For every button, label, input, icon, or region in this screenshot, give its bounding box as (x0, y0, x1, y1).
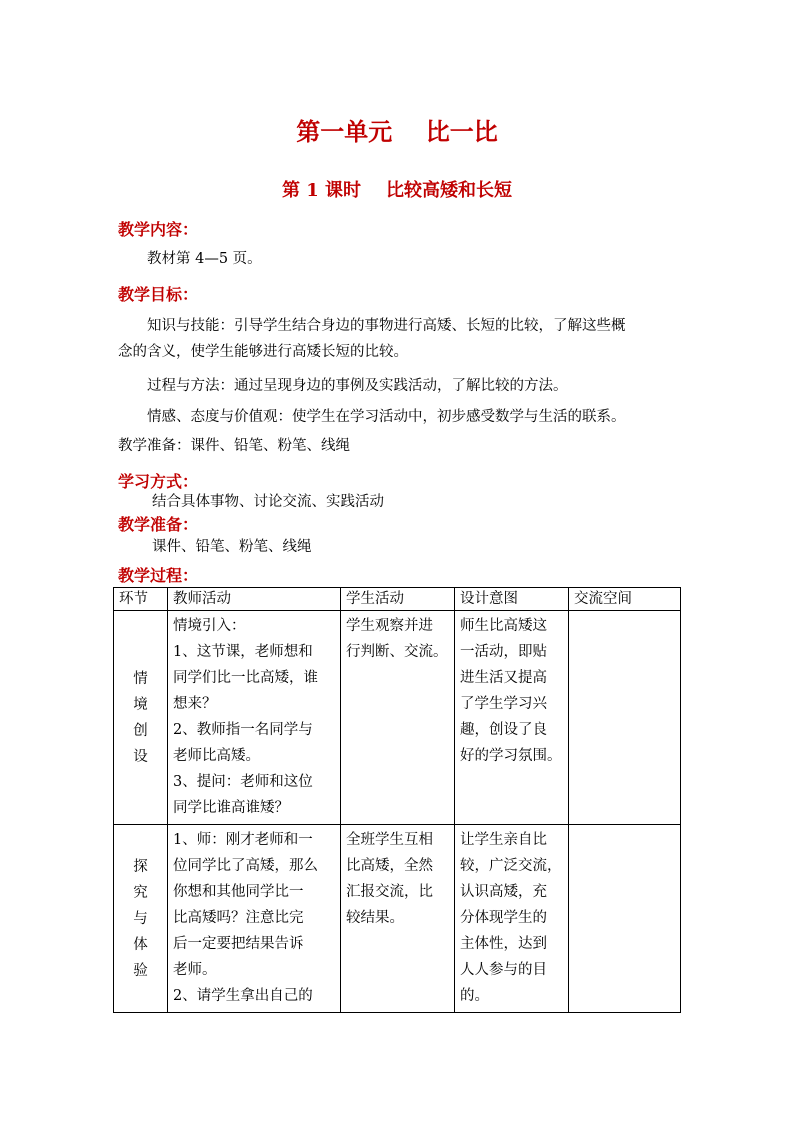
cell-line: 汇报交流，比 (346, 884, 433, 900)
method-heading: 学习方式： (118, 472, 199, 491)
header-stage: 环节 (114, 588, 168, 611)
student-activity-cell (341, 825, 455, 1013)
cell-line: 了学生学习兴 (460, 696, 547, 712)
design-intent-cell (455, 825, 569, 1013)
goal-line-3: 过程与方法：通过呈现身边的事例及实践活动，了解比较的方法。 (147, 378, 568, 394)
goal-line-1: 知识与技能：引导学生结合身边的事物进行高矮、长短的比较，了解这些概 (147, 318, 626, 334)
content-text: 教材第 4—5 页。 (147, 251, 262, 267)
cell-line: 进生活又提高 (460, 670, 547, 686)
method-text: 结合具体事物、讨论交流、实践活动 (152, 494, 384, 510)
cell-line: 趣，创设了良 (460, 722, 547, 738)
cell-line: 一活动，即贴 (460, 644, 547, 660)
lesson-process-table (113, 587, 681, 1013)
table-header-row (114, 588, 681, 611)
stage-char: 体 (133, 936, 148, 953)
cell-line: 位同学比了高矮，那么 (173, 858, 318, 874)
lesson-subtitle: 第 1 课时 比较高矮和长短 (281, 180, 513, 201)
cell-line: 人人参与的目 (460, 962, 547, 978)
cell-line: 比高矮，全然 (346, 858, 433, 874)
stage-char: 设 (133, 748, 148, 765)
stage-char: 究 (133, 884, 148, 901)
cell-line: 学生观察并进 (346, 618, 433, 634)
student-activity-cell (341, 611, 455, 825)
table-row (114, 611, 681, 825)
stage-cell (114, 611, 168, 825)
cell-line: 情境引入： (173, 618, 246, 634)
cell-line: 想来？ (173, 696, 217, 712)
prep-text: 课件、铅笔、粉笔、线绳 (152, 539, 312, 555)
stage-char: 与 (133, 910, 148, 927)
cell-line: 行判断、交流。 (346, 644, 448, 660)
cell-line: 2、教师指一名同学与 (173, 722, 313, 738)
header-exchange-space: 交流空间 (569, 588, 681, 611)
cell-line: 2、请学生拿出自己的 (173, 988, 313, 1004)
stage-char: 创 (133, 722, 148, 739)
cell-line: 的。 (460, 988, 489, 1004)
page-title: 第一单元 比一比 (296, 117, 498, 146)
stage-char: 境 (133, 696, 148, 713)
design-intent-cell (455, 611, 569, 825)
exchange-space-cell (569, 825, 681, 1013)
stage-char: 验 (133, 962, 148, 979)
goal-line-4: 情感、态度与价值观：使学生在学习活动中，初步感受数学与生活的联系。 (147, 409, 626, 425)
cell-line: 老师比高矮。 (173, 748, 260, 764)
cell-line: 1、这节课，老师想和 (173, 644, 313, 660)
stage-char: 探 (133, 858, 148, 875)
cell-line: 师生比高矮这 (460, 618, 547, 634)
cell-line: 全班学生互相 (346, 832, 433, 848)
cell-line: 你想和其他同学比一 (173, 884, 304, 900)
cell-line: 好的学习氛围。 (460, 748, 562, 764)
goals-heading: 教学目标： (118, 285, 199, 304)
goal-line-5: 教学准备：课件、铅笔、粉笔、线绳 (118, 438, 350, 454)
table-row (114, 825, 681, 1013)
cell-line: 较结果。 (346, 910, 404, 926)
cell-line: 比高矮吗？注意比完 (173, 910, 304, 926)
cell-line: 认识高矮，充 (460, 884, 547, 900)
goal-line-2: 念的含义，使学生能够进行高矮长短的比较。 (118, 344, 408, 360)
process-heading: 教学过程： (118, 566, 199, 585)
cell-line: 分体现学生的 (460, 910, 547, 926)
cell-line: 3、提问：老师和这位 (173, 774, 313, 790)
cell-line: 老师。 (173, 962, 217, 978)
stage-cell (114, 825, 168, 1013)
teacher-activity-cell (168, 825, 341, 1013)
header-teacher-activity: 教师活动 (168, 588, 341, 611)
prep-heading: 教学准备： (118, 515, 199, 534)
cell-line: 较，广泛交流， (460, 858, 562, 874)
teacher-activity-cell (168, 611, 341, 825)
header-design-intent: 设计意图 (455, 588, 569, 611)
cell-line: 让学生亲自比 (460, 832, 547, 848)
header-student-activity: 学生活动 (341, 588, 455, 611)
cell-line: 主体性，达到 (460, 936, 547, 952)
cell-line: 后一定要把结果告诉 (173, 936, 304, 952)
cell-line: 同学比谁高谁矮？ (173, 800, 289, 816)
cell-line: 1、师：刚才老师和一 (173, 832, 313, 848)
stage-char: 情 (133, 670, 148, 687)
cell-line: 同学们比一比高矮，谁 (173, 670, 318, 686)
content-heading: 教学内容： (118, 220, 199, 239)
exchange-space-cell (569, 611, 681, 825)
